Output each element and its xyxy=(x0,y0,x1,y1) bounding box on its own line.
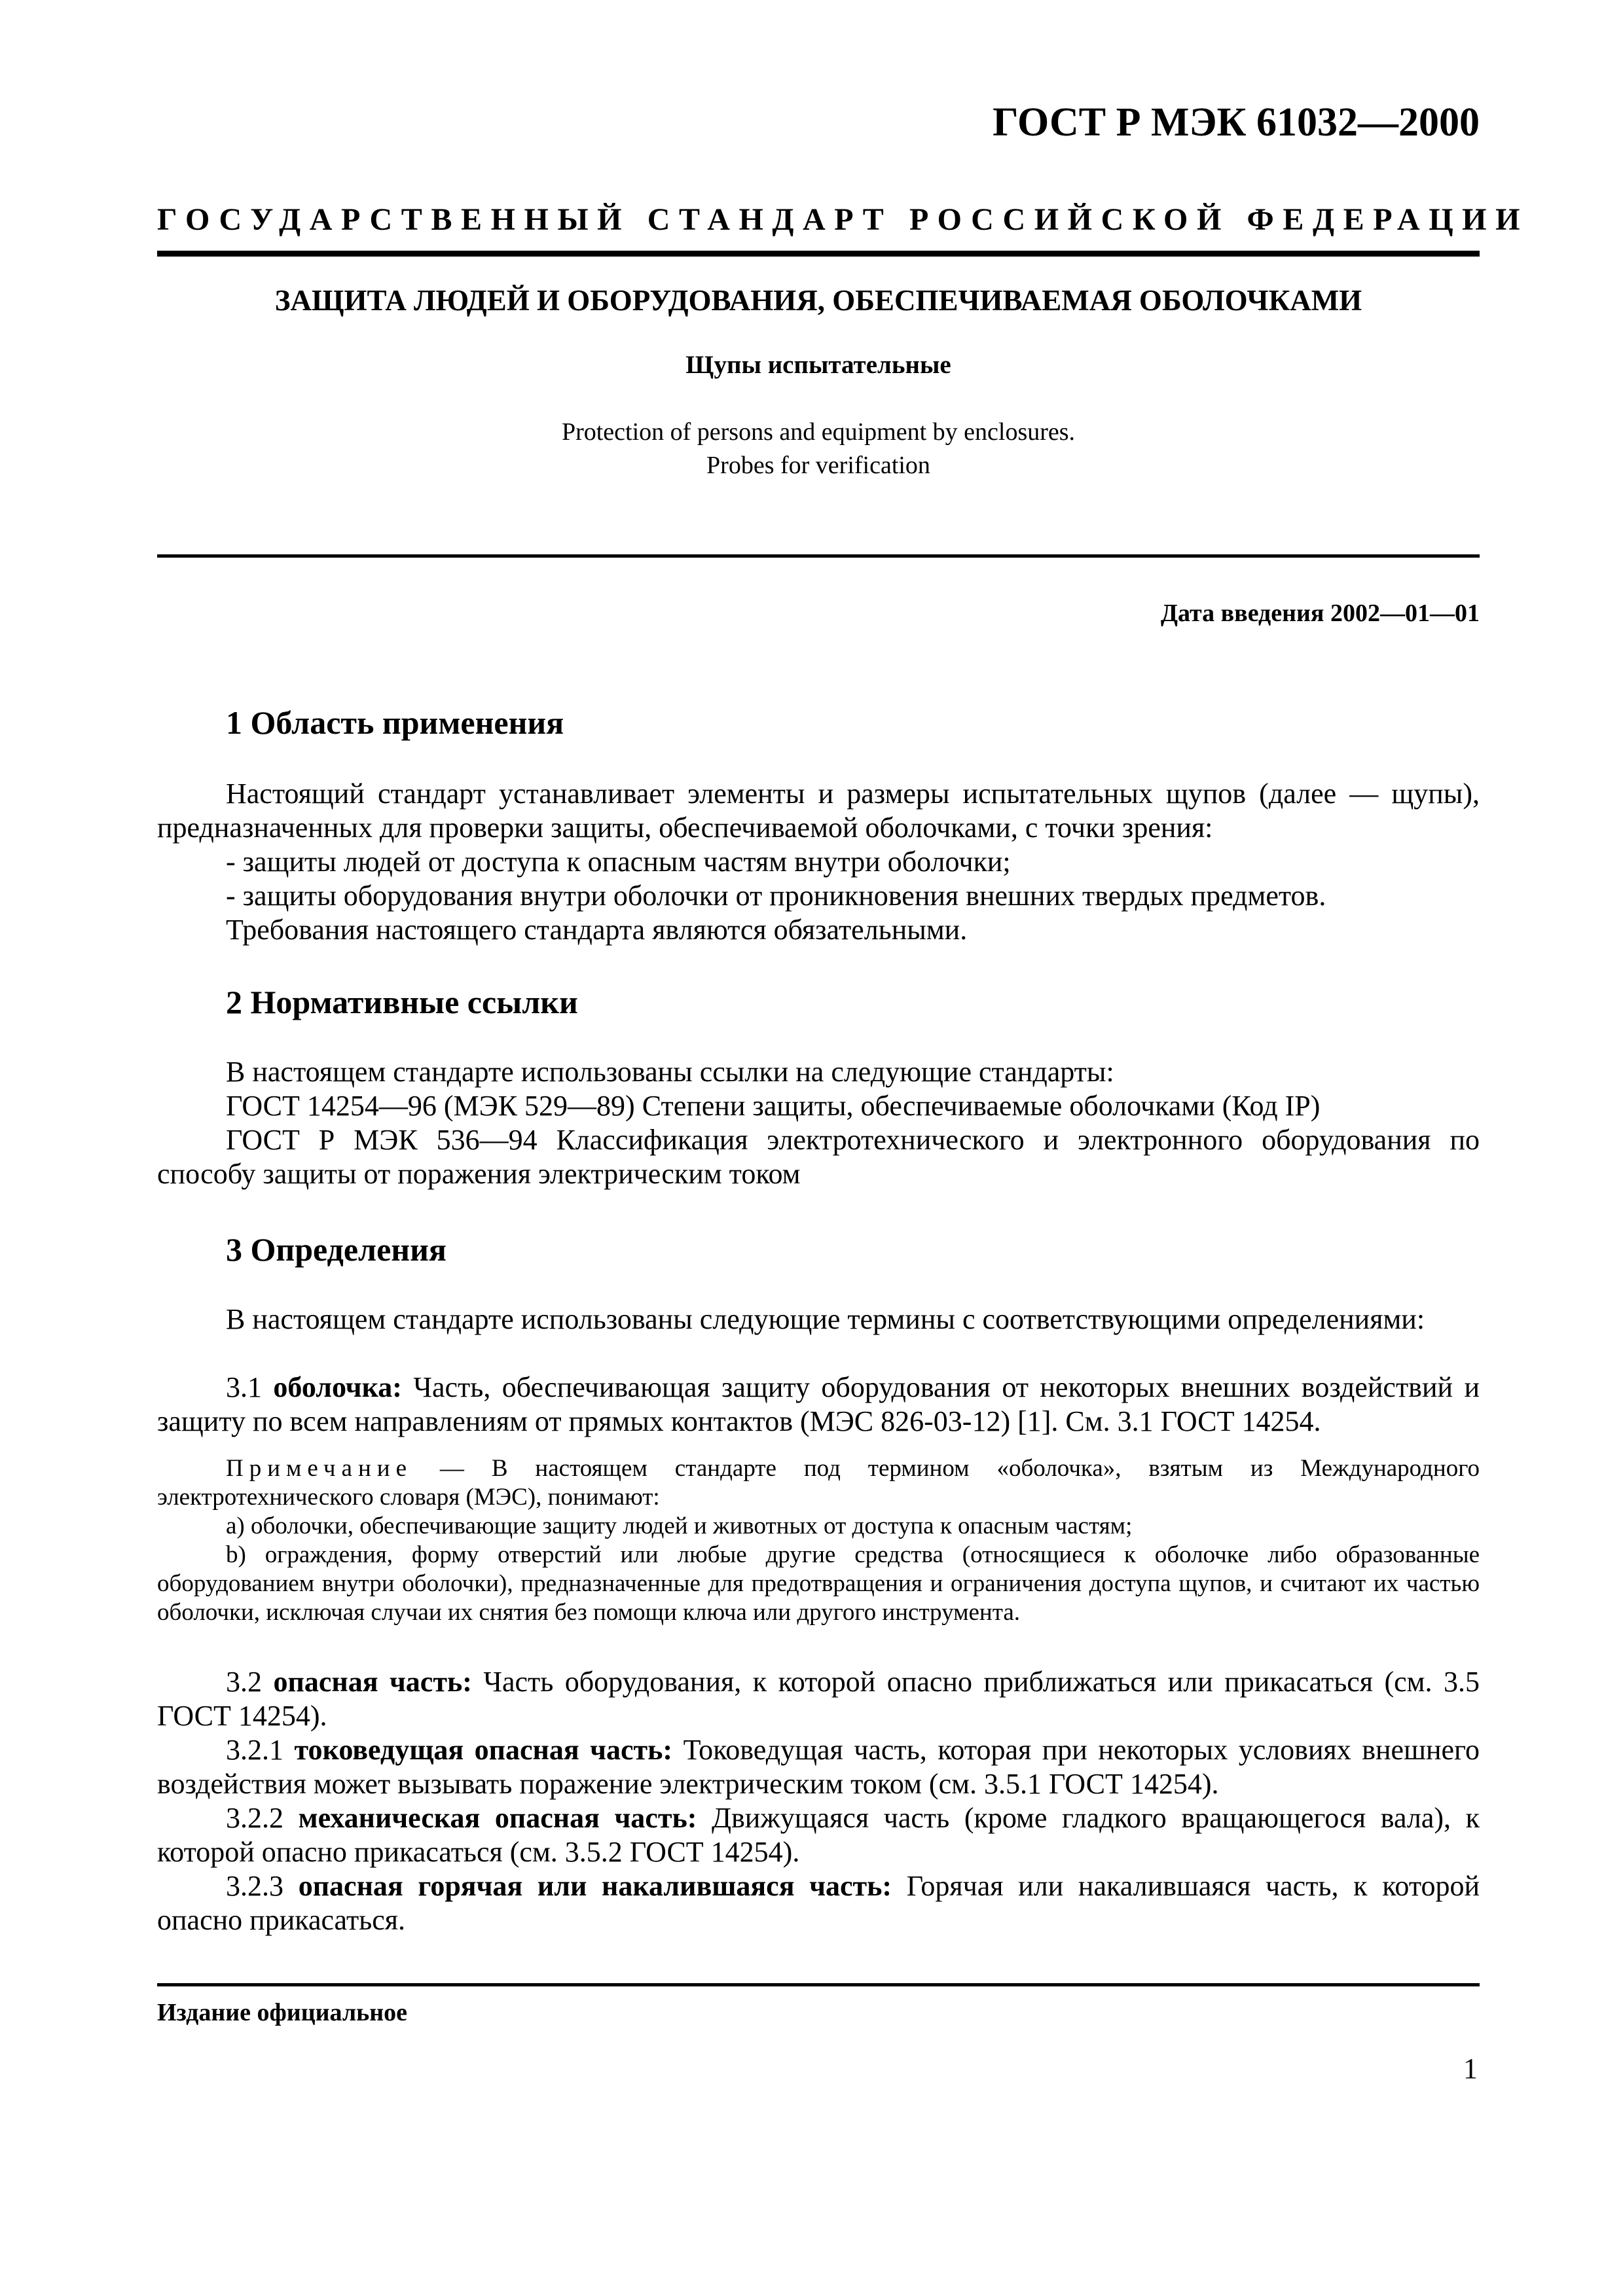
official-edition-label: Издание официальное xyxy=(157,1999,408,2026)
footer-rule xyxy=(157,1983,1480,1986)
note-item: а) оболочки, обеспечивающие защиту людей и животных от доступа к опасным частям; xyxy=(226,1513,1133,1539)
header-rule xyxy=(157,251,1480,257)
term: оболочка: xyxy=(273,1371,402,1403)
document-title: ЗАЩИТА ЛЮДЕЙ И ОБОРУДОВАНИЯ, ОБЕСПЕЧИВАЕМАЯ ОБОЛОЧКАМИ xyxy=(274,284,1362,317)
term: механическая опасная часть: xyxy=(298,1802,697,1834)
term: токоведущая опасная часть: xyxy=(294,1734,673,1766)
definition-3-2-2: 3.2.2 механическая опасная часть: Движущаяся часть (кроме гладкого вращающегося вала), к которой опасно прикасаться (см. 3.5.2 ГОСТ 14254). xyxy=(157,1802,1480,1868)
english-title-line-1: Protection of persons and equipment by enclosures. xyxy=(561,418,1076,446)
standard-banner: ГОСУДАРСТВЕННЫЙ СТАНДАРТ РОССИЙСКОЙ ФЕДЕРАЦИИ xyxy=(157,202,1529,237)
normative-reference: ГОСТ Р МЭК 536—94 Классификация электротехнического и электронного оборудования по способу защиты от поражения электрическим током xyxy=(157,1124,1480,1190)
term: опасная горячая или накалившаяся часть: xyxy=(298,1870,892,1902)
section-2-heading: 2 Нормативные ссылки xyxy=(226,984,578,1020)
note-label: Примечание xyxy=(226,1455,412,1482)
section-2-intro: В настоящем стандарте использованы ссылки на следующие стандарты: xyxy=(226,1056,1114,1088)
section-1-paragraph: Настоящий стандарт устанавливает элементы и размеры испытательных щупов (далее — щупы), предназначенных для проверки защиты, обеспечиваемой оболочками, с точки зрения: xyxy=(157,778,1480,844)
section-3-intro: В настоящем стандарте использованы следующие термины с соответствующими определениями: xyxy=(226,1303,1425,1335)
definition-3-2-1: 3.2.1 токоведущая опасная часть: Токоведущая часть, которая при некоторых условиях внешнего воздействия может вызывать поражение электрическим током (см. 3.5.1 ГОСТ 14254). xyxy=(157,1734,1480,1800)
section-1-closing: Требования настоящего стандарта являются обязательными. xyxy=(226,914,968,946)
document-designation: ГОСТ Р МЭК 61032—2000 xyxy=(993,100,1480,145)
english-title-line-2: Probes for verification xyxy=(706,452,930,479)
section-3-heading: 3 Определения xyxy=(226,1231,447,1268)
note-block: Примечание — В настоящем стандарте под термином «оболочка», взятым из Международного электротехнического словаря (МЭС), понимают: а) оболочки, обеспечивающие защиту людей и животных от доступа к опасным частям; b) ограждения, форму отверстий или любые другие средства (относящиеся к оболочке либо образованные оборудованием внутри оболочки), предназначенные для предотвращения и ограничения доступа щупов, и считают их частью оболочки, исключая случаи их снятия без помощи ключа или другого инструмента. xyxy=(157,1455,1480,1626)
definition-3-1: 3.1 оболочка: Часть, обеспечивающая защиту оборудования от некоторых внешних воздействий и защиту по всем направлениям от прямых контактов (МЭС 826-03-12) [1]. См. 3.1 ГОСТ 14254. xyxy=(157,1371,1480,1437)
term: опасная часть: xyxy=(273,1666,472,1698)
section-1-heading: 1 Область применения xyxy=(226,704,564,741)
section-1-list-item: - защиты людей от доступа к опасным частям внутри оболочки; xyxy=(226,846,1011,878)
introduction-date: Дата введения 2002—01—01 xyxy=(1160,600,1480,627)
definition-3-2-3: 3.2.3 опасная горячая или накалившаяся часть: Горячая или накалившаяся часть, к которой опасно прикасаться. xyxy=(157,1870,1480,1936)
section-1-list-item: - защиты оборудования внутри оболочки от проникновения внешних твердых предметов. xyxy=(226,880,1326,912)
page-number: 1 xyxy=(1463,2053,1478,2085)
note-item: b) ограждения, форму отверстий или любые другие средства (относящиеся к оболочке либо образованные оборудованием внутри оболочки), предназначенные для предотвращения и ограничения доступа щупов, и считают их частью оболочки, исключая случаи их снятия без помощи ключа или другого инструмента. xyxy=(157,1541,1480,1626)
definition-3-2: 3.2 опасная часть: Часть оборудования, к которой опасно приближаться или прикасаться (см. 3.5 ГОСТ 14254). xyxy=(157,1666,1480,1732)
normative-reference: ГОСТ 14254—96 (МЭК 529—89) Степени защиты, обеспечиваемые оболочками (Код IP) xyxy=(226,1090,1321,1122)
document-subtitle: Щупы испытательные xyxy=(685,351,951,379)
title-rule xyxy=(157,554,1480,558)
